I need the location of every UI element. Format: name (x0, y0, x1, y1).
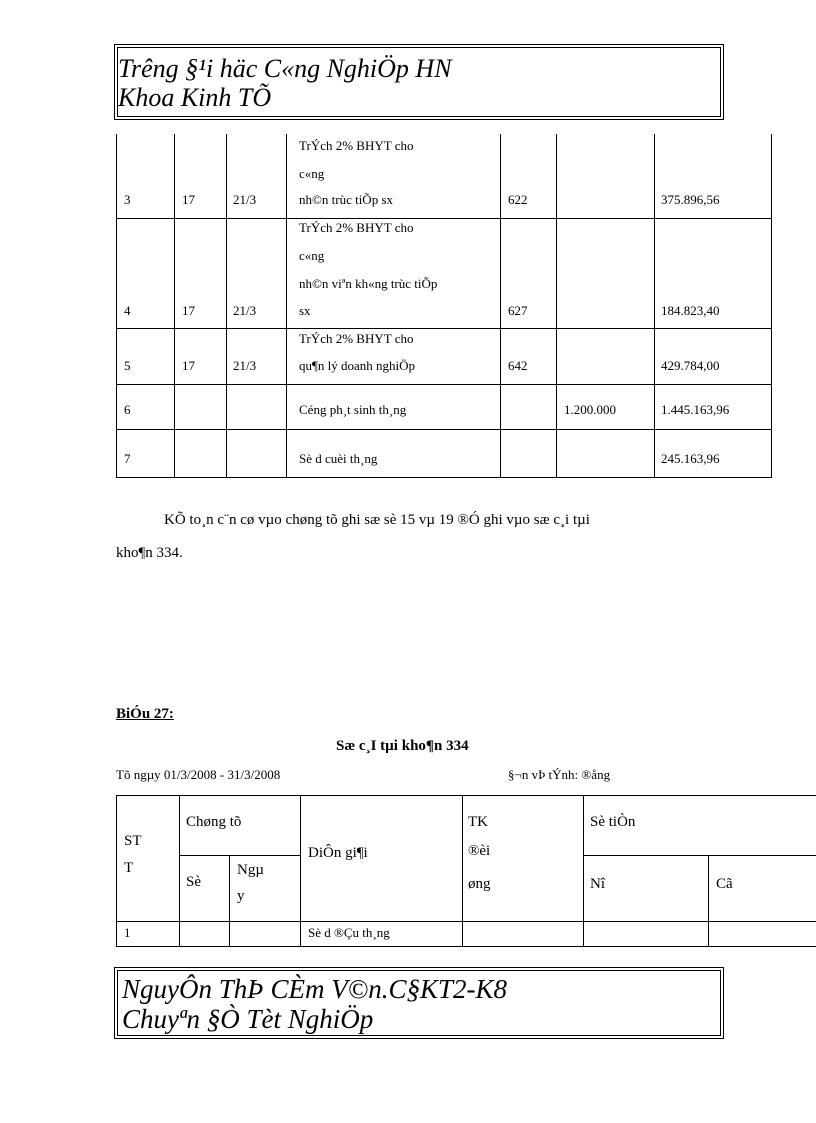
cell-amount: 1.445.163,96 (661, 402, 730, 417)
header-stt: ST (124, 833, 142, 849)
cell-amount: 375.896,56 (661, 192, 720, 207)
cell-desc: c«ng (299, 166, 325, 181)
cell-desc: nh©n viªn kh«ng trùc tiÕp (299, 276, 438, 291)
cell-stt: 7 (124, 451, 131, 466)
header-so: Sè (186, 874, 201, 890)
cell-amount: 429.784,00 (661, 358, 720, 373)
page-footer (117, 970, 721, 1036)
cell-amount: 245.163,96 (661, 451, 720, 466)
cell-desc: Sè d ®Çu th¸ng (308, 925, 390, 940)
cell-stt: 6 (124, 402, 131, 417)
header-so-tien: Sè tiÒn (590, 814, 636, 830)
cell-debit: 1.200.000 (564, 402, 616, 417)
cell-ngay: 21/3 (233, 358, 257, 373)
cell-stt: 3 (124, 192, 131, 207)
page-header (117, 47, 721, 117)
cell-stt: 4 (124, 303, 131, 318)
cell-desc: Sè d cuèi th¸ng (299, 451, 378, 466)
header-tk-doi: ®èi (468, 843, 491, 859)
header-tk-ung: øng (468, 876, 491, 892)
cell-desc: qu¶n lý doanh nghiÖp (299, 358, 416, 373)
footer-report-title: Chuyªn §Ò Tèt NghiÖp (122, 1004, 374, 1034)
header-stt-cont: T (124, 860, 134, 876)
cell-desc: nh©n trùc tiÕp sx (299, 192, 394, 207)
header-school: Trêng §¹i häc C«ng NghiÖp HN (118, 54, 452, 83)
body-paragraph-line1: KÕ to¸n c¨n cø vµo chøng tõ ghi sæ sè 15 vµ 19 ®Ó ghi vµo sæ c¸i tµi (164, 512, 590, 528)
cell-stt: 1 (124, 925, 131, 940)
cell-ngay: 21/3 (233, 192, 257, 207)
date-range: Tõ ngµy 01/3/2008 - 31/3/2008 (116, 767, 281, 782)
ledger-table-continued (116, 134, 772, 478)
cell-so: 17 (182, 358, 195, 373)
header-chung-tu: Chøng tõ (186, 814, 242, 830)
cell-desc: Céng ph¸t sinh th¸ng (299, 402, 407, 417)
figure-label: BiÓu 27: (116, 706, 174, 722)
cell-desc: TrÝch 2% BHYT cho (299, 138, 414, 153)
cell-so: 17 (182, 192, 195, 207)
cell-desc: c«ng (299, 248, 325, 263)
cell-tk: 622 (508, 192, 528, 207)
unit-label: §¬n vÞ tÝnh: ®ång (508, 767, 611, 782)
ledger-title: Sæ c¸I tµi kho¶n 334 (336, 738, 469, 754)
cell-amount: 184.823,40 (661, 303, 720, 318)
header-faculty: Khoa Kinh TÕ (118, 83, 272, 112)
cell-desc: TrÝch 2% BHYT cho (299, 220, 414, 235)
footer-author: NguyÔn ThÞ CÈm V©n.C§KT2-K8 (122, 974, 508, 1004)
cell-ngay: 21/3 (233, 303, 257, 318)
cell-desc: sx (299, 303, 311, 318)
cell-tk: 627 (508, 303, 528, 318)
body-paragraph-line2: kho¶n 334. (116, 545, 183, 561)
cell-desc: TrÝch 2% BHYT cho (299, 331, 414, 346)
cell-stt: 5 (124, 358, 131, 373)
ledger-table-334 (116, 795, 816, 947)
header-dien-giai: DiÔn gi¶i (308, 845, 368, 861)
header-ngay-cont: y (237, 888, 245, 904)
header-co: Cã (716, 876, 733, 892)
header-no: Nî (590, 876, 605, 892)
header-tk: TK (468, 814, 488, 830)
cell-so: 17 (182, 303, 195, 318)
cell-tk: 642 (508, 358, 528, 373)
header-ngay: Ngµ (237, 862, 264, 878)
